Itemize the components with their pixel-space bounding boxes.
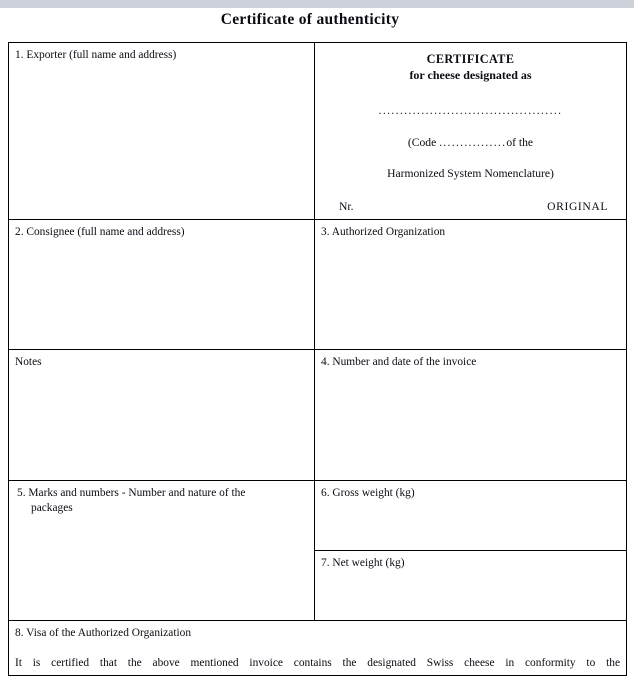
page-title: Certificate of authenticity (220, 11, 400, 28)
certificate-table (8, 42, 627, 676)
cell-gross-weight[interactable] (315, 480, 627, 550)
cell-consignee[interactable] (9, 219, 315, 349)
table-row (9, 219, 627, 349)
exporter-label: 1. Exporter (full name and address) (15, 49, 177, 61)
document-page (0, 8, 634, 668)
notes-label: Notes (15, 355, 42, 368)
cell-marks-and-numbers[interactable] (9, 480, 315, 620)
table-row (9, 43, 627, 220)
code-prefix-label: (Code (407, 135, 437, 149)
marks-and-numbers-label (15, 486, 308, 516)
table-row (9, 480, 627, 550)
gross-weight-label: 6. Gross weight (kg) (321, 486, 415, 499)
marks-and-numbers-line-1: 5. Marks and numbers - Number and nature of the (17, 486, 246, 499)
authorized-organization-label: 3. Authorized Organization (321, 225, 446, 238)
certificate-block (321, 48, 620, 215)
cell-visa[interactable] (9, 620, 627, 676)
certificate-subheading: for cheese designated as (409, 68, 532, 83)
code-line (321, 135, 620, 150)
cell-notes[interactable] (9, 349, 315, 480)
table-row (9, 349, 627, 480)
certificate-heading: CERTIFICATE (426, 52, 515, 66)
invoice-label: 4. Number and date of the invoice (321, 355, 477, 368)
nr-label: Nr. (339, 200, 354, 214)
window-top-strip (0, 0, 634, 8)
table-row (9, 620, 627, 676)
net-weight-label: 7. Net weight (kg) (321, 556, 405, 569)
consignee-label: 2. Consignee (full name and address) (15, 225, 185, 238)
visa-label: 8. Visa of the Authorized Organization (15, 626, 192, 639)
code-dotted-field[interactable]: ................ (439, 135, 507, 149)
cell-authorized-organization[interactable] (315, 219, 627, 349)
cheese-name-dotted-field[interactable]: ........................................... (378, 104, 563, 117)
original-label: ORIGINAL (547, 200, 608, 214)
cell-invoice[interactable] (315, 349, 627, 480)
marks-and-numbers-line-2: packages (31, 501, 73, 514)
nr-original-line (321, 199, 620, 214)
cell-certificate-header (315, 43, 627, 220)
certification-statement: It is certified that the above mentioned invoice contains the designated Swiss cheese in conformity to the (15, 656, 620, 669)
cell-net-weight[interactable] (315, 550, 627, 620)
code-suffix-label: of the (506, 135, 534, 149)
nomenclature-label: Harmonized System Nomenclature) (387, 167, 554, 181)
cell-exporter[interactable] (9, 43, 315, 220)
